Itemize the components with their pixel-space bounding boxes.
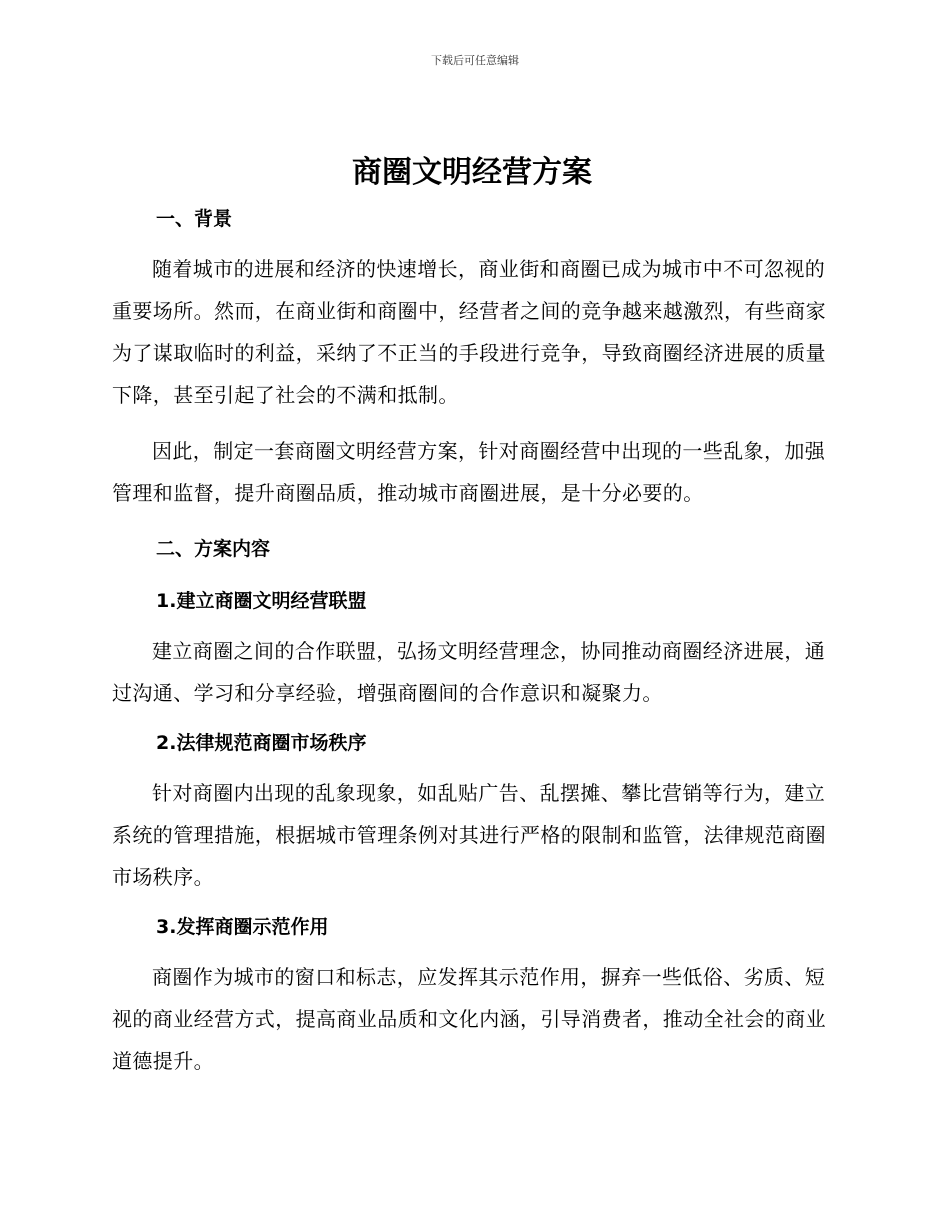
- subsection-paragraph-1: 建立商圈之间的合作联盟，弘扬文明经营理念，协同推动商圈经济进展，通过沟通、学习和分享经验，增强商圈间的合作意识和凝聚力。: [112, 639, 826, 705]
- background-paragraph-1: 随着城市的进展和经济的快速增长，商业街和商圈已成为城市中不可忽视的重要场所。然而，在商业街和商圈中，经营者之间的竞争越来越激烈，有些商家为了谋取临时的利益，采纳了不正当的手段进行竞争，导致商圈经济进展的质量下降，甚至引起了社会的不满和抵制。: [112, 257, 826, 407]
- subsection-paragraph-3: 商圈作为城市的窗口和标志，应发挥其示范作用，摒弃一些低俗、劣质、短视的商业经营方式，提高商业品质和文化内涵，引导消费者，推动全社会的商业道德提升。: [112, 965, 826, 1073]
- section-heading-plan: 二、方案内容: [156, 538, 271, 560]
- subsection-heading-2: 2.法律规范商圈市场秩序: [156, 732, 367, 754]
- section-heading-background: 一、背景: [156, 208, 233, 230]
- subsection-heading-1: 1.建立商圈文明经营联盟: [156, 590, 367, 612]
- subsection-paragraph-2: 针对商圈内出现的乱象现象，如乱贴广告、乱摆摊、攀比营销等行为，建立系统的管理措施，根据城市管理条例对其进行严格的限制和监管，法律规范商圈市场秩序。: [112, 781, 826, 889]
- document-title: 商圈文明经营方案: [352, 155, 592, 190]
- page-header-note: 下载后可任意编辑: [431, 54, 519, 67]
- subsection-heading-3: 3.发挥商圈示范作用: [156, 916, 329, 938]
- background-paragraph-2: 因此，制定一套商圈文明经营方案，针对商圈经营中出现的一些乱象，加强管理和监督，提升商圈品质，推动城市商圈进展，是十分必要的。: [112, 439, 826, 505]
- document-body: [112, 150, 832, 1082]
